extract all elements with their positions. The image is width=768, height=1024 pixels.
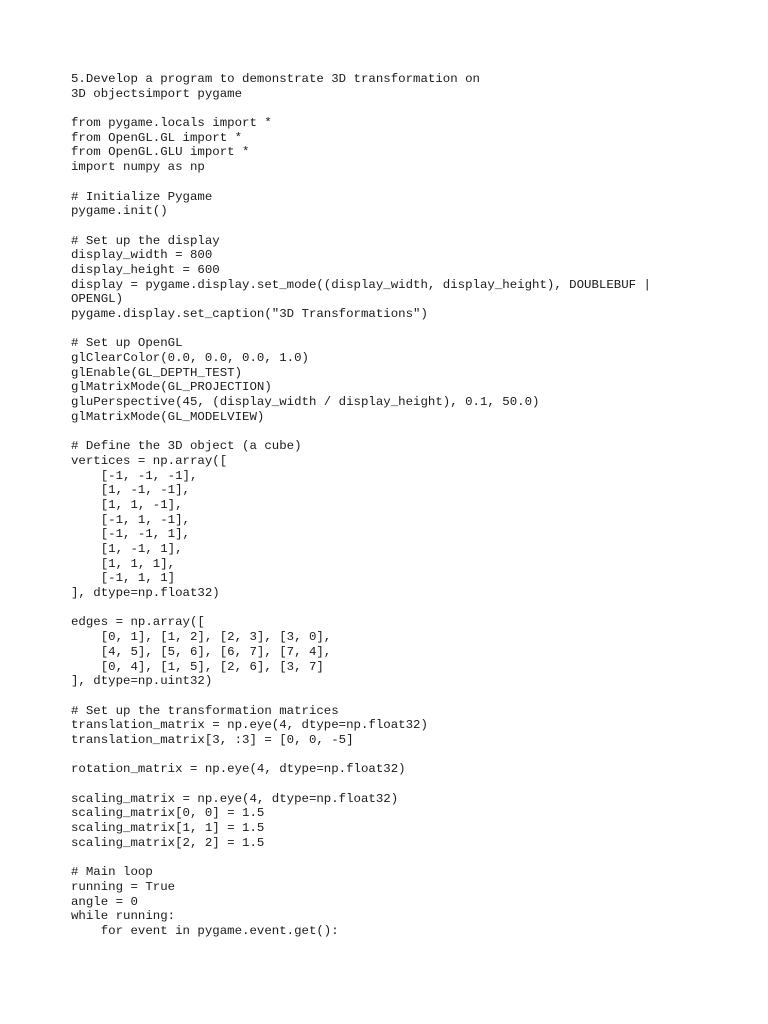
code-line: from pygame.locals import * [71, 116, 272, 131]
code-line [71, 748, 711, 763]
code-line [71, 322, 711, 337]
code-line: angle = 0 [71, 894, 138, 909]
code-line: OPENGL) [71, 292, 124, 307]
code-line: [1, -1, -1], [71, 483, 190, 498]
code-line: pygame.display.set_caption("3D Transformations") [71, 307, 428, 321]
code-line: running = True [71, 879, 176, 894]
code-line: [-1, 1, 1] [71, 571, 176, 586]
code-line: vertices = np.array([ [71, 453, 228, 468]
code-line: # Set up the display [71, 233, 220, 248]
code-line: [-1, -1, -1], [71, 468, 198, 483]
code-line [71, 219, 711, 234]
code-line: # Set up OpenGL [71, 336, 183, 351]
code-line: scaling_matrix[1, 1] = 1.5 [71, 821, 265, 836]
code-line: from OpenGL.GL import * [71, 130, 243, 145]
code-line: glMatrixMode(GL_MODELVIEW) [71, 409, 265, 424]
code-line: glMatrixMode(GL_PROJECTION) [71, 380, 272, 395]
code-line [71, 601, 711, 616]
code-line: gluPerspective(45, (display_width / display_height), 0.1, 50.0) [71, 395, 540, 410]
code-line: [4, 5], [5, 6], [6, 7], [7, 4], [71, 644, 332, 659]
code-line: scaling_matrix = np.eye(4, dtype=np.float32) [71, 791, 399, 806]
code-line [71, 689, 711, 704]
code-line: ], dtype=np.uint32) [71, 674, 213, 689]
code-line: from OpenGL.GLU import * [71, 145, 250, 160]
code-line: translation_matrix[3, :3] = [0, 0, -5] [71, 732, 354, 747]
code-line: # Main loop [71, 865, 153, 880]
code-line: [-1, -1, 1], [71, 527, 190, 542]
code-line: edges = np.array([ [71, 615, 205, 630]
code-line [71, 175, 711, 190]
code-line: while running: [71, 909, 176, 924]
code-line [71, 850, 711, 865]
code-line: translation_matrix = np.eye(4, dtype=np.float32) [71, 718, 428, 733]
code-line: # Initialize Pygame [71, 189, 213, 204]
code-line: [0, 4], [1, 5], [2, 6], [3, 7] [71, 659, 324, 674]
code-line: # Set up the transformation matrices [71, 703, 339, 718]
code-line: for event in pygame.event.get(): [71, 923, 339, 938]
code-line: [-1, 1, -1], [71, 512, 190, 527]
code-line: # Define the 3D object (a cube) [71, 439, 302, 454]
code-line: ], dtype=np.float32) [71, 586, 220, 601]
code-line: display_width = 800 [71, 248, 213, 263]
code-line: [1, 1, 1], [71, 556, 176, 571]
code-line: [1, -1, 1], [71, 542, 183, 556]
code-line: [1, 1, -1], [71, 497, 183, 512]
code-line: pygame.init() [71, 204, 168, 219]
code-line: 3D objectsimport pygame [71, 86, 243, 101]
code-line: scaling_matrix[0, 0] = 1.5 [71, 806, 265, 821]
code-line: glEnable(GL_DEPTH_TEST) [71, 365, 243, 380]
code-line [71, 425, 711, 440]
code-line: import numpy as np [71, 160, 205, 175]
code-line: display_height = 600 [71, 262, 220, 277]
code-line: [0, 1], [1, 2], [2, 3], [3, 0], [71, 630, 332, 645]
code-line: display = pygame.display.set_mode((display_width, display_height), DOUBLEBUF | [71, 277, 651, 292]
code-line: rotation_matrix = np.eye(4, dtype=np.float32) [71, 762, 406, 777]
code-line: 5.Develop a program to demonstrate 3D transformation on [71, 72, 480, 86]
code-line [71, 101, 711, 116]
code-line: glClearColor(0.0, 0.0, 0.0, 1.0) [71, 351, 309, 366]
code-listing [71, 72, 711, 939]
code-line [71, 777, 711, 792]
code-line: scaling_matrix[2, 2] = 1.5 [71, 835, 265, 850]
